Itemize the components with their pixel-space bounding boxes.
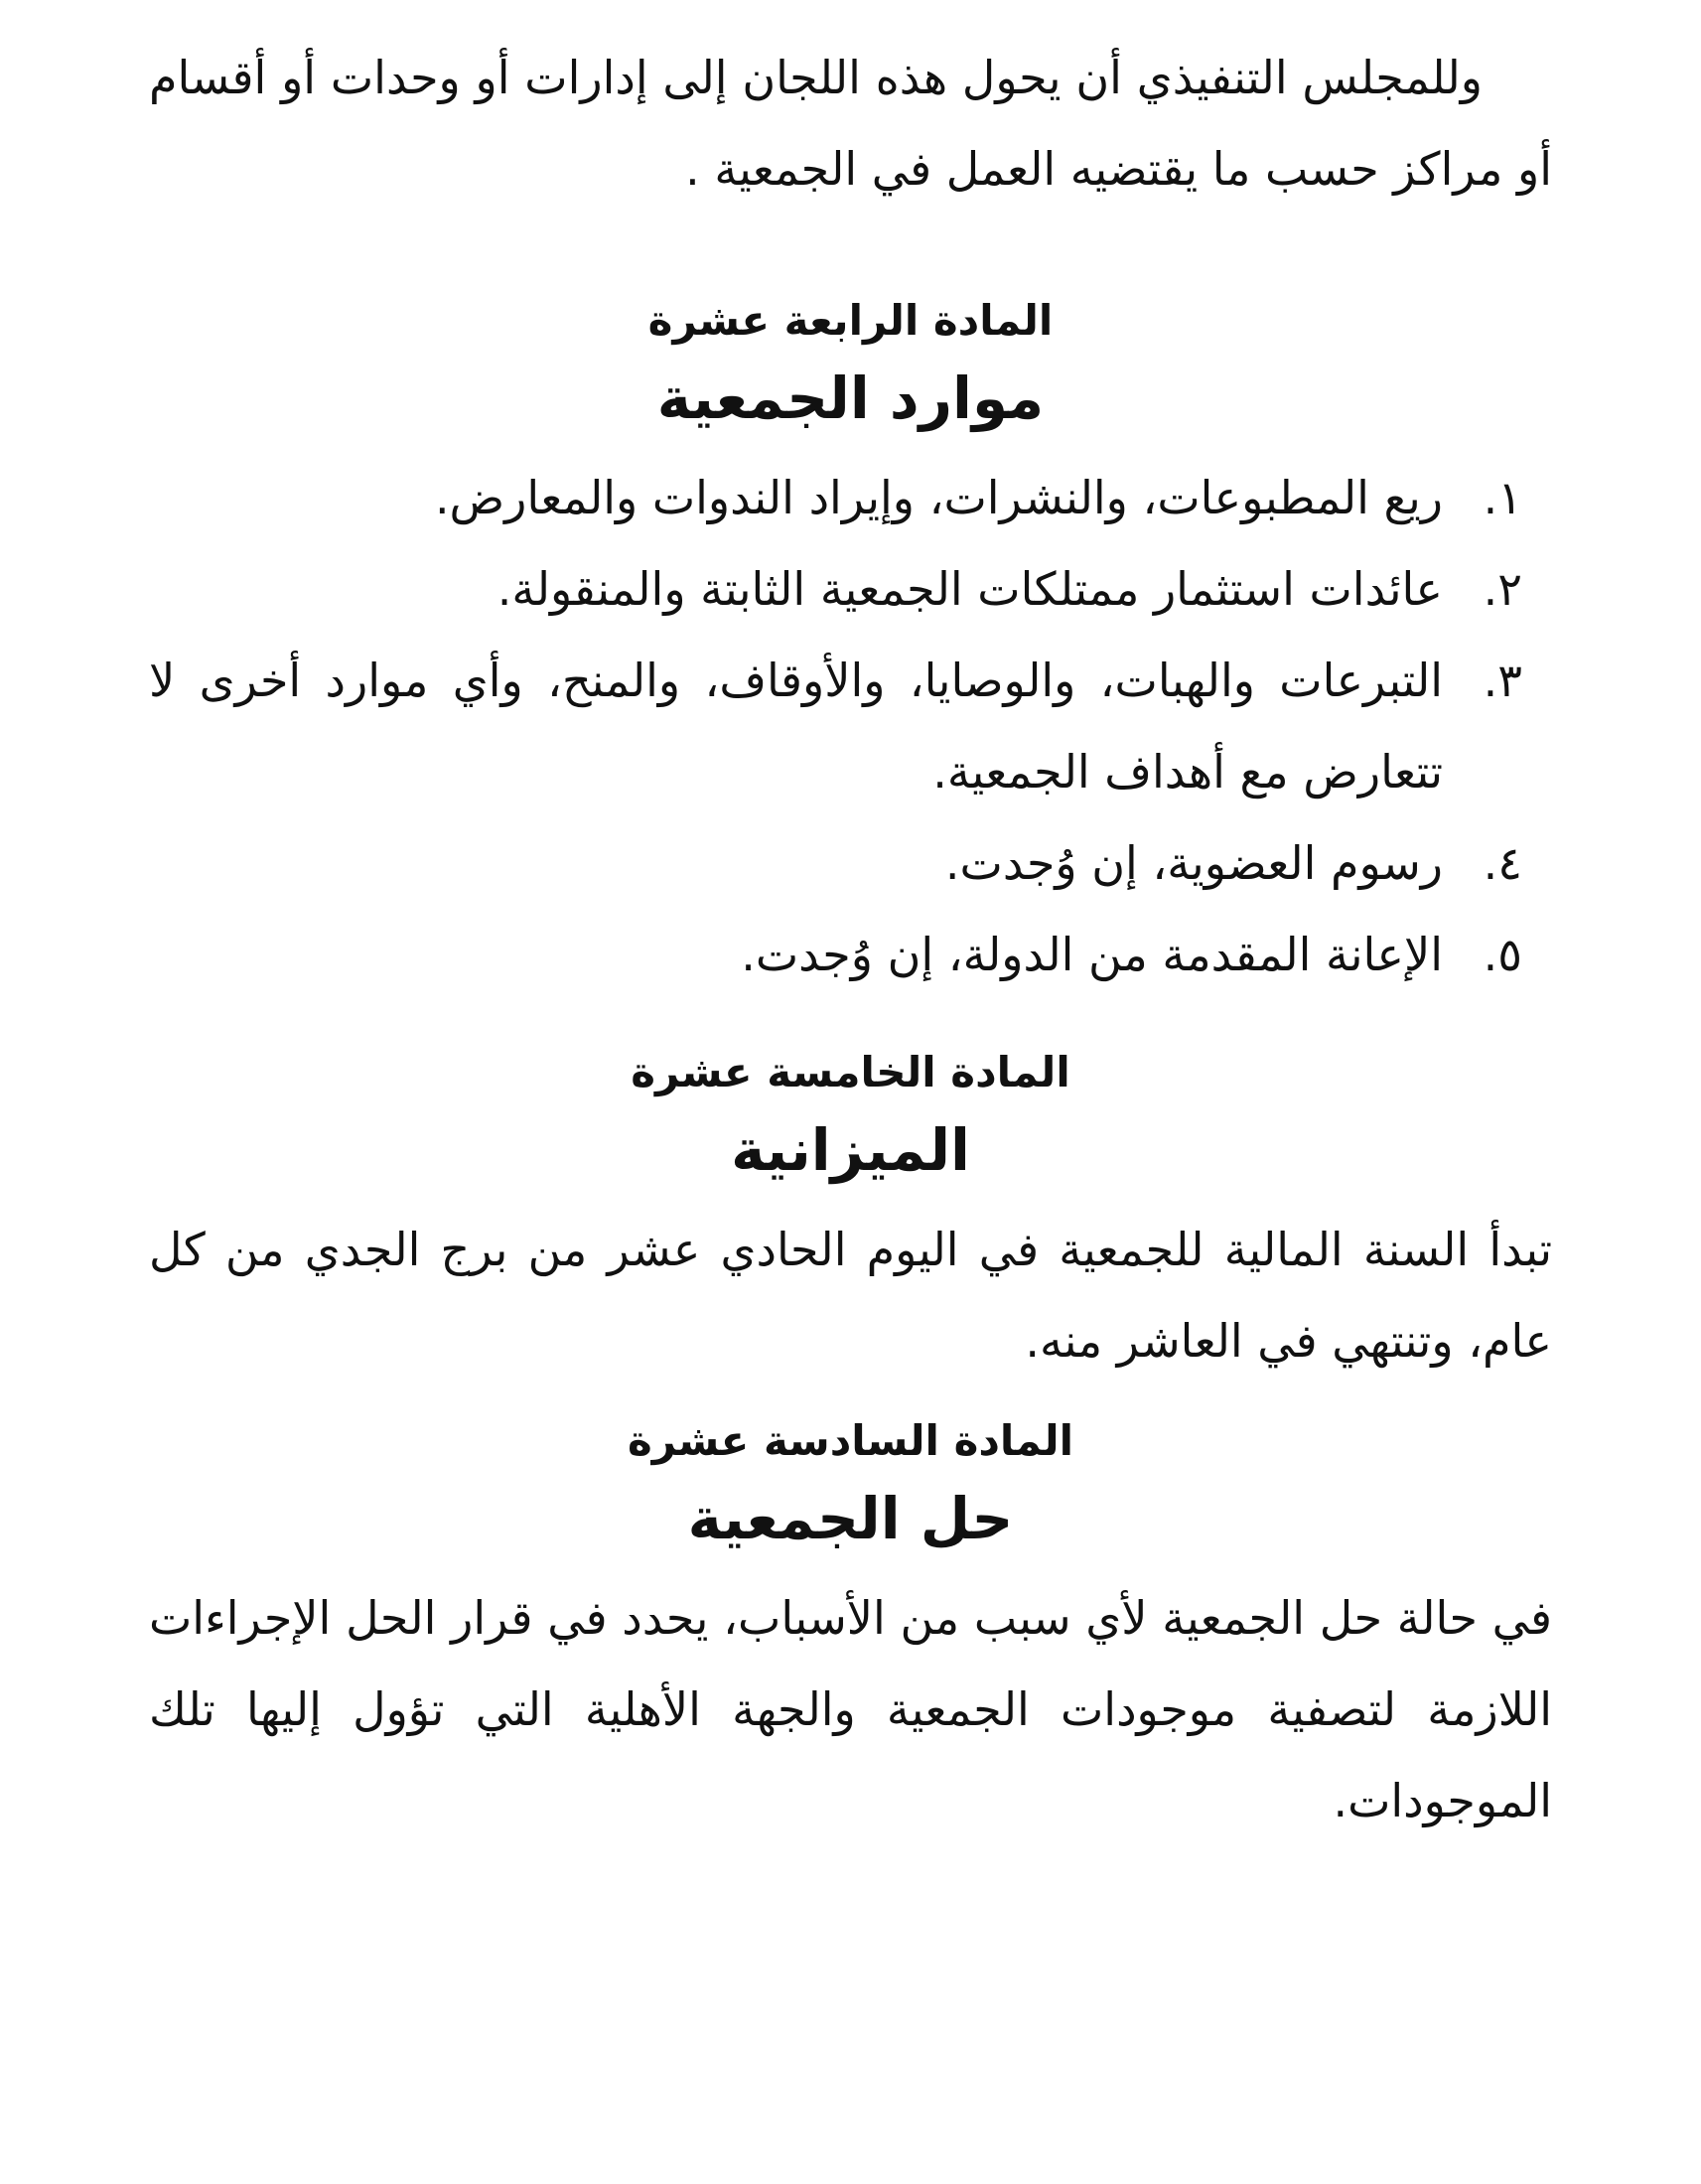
- list-item: [149, 817, 1522, 909]
- resources-list: [149, 452, 1552, 1000]
- list-item-text: رسوم العضوية، إن وُجدت.: [944, 836, 1443, 890]
- list-item-text: التبرعات والهبات، والوصايا، والأوقاف، والمنح، وأي موارد أخرى لا تتعارض مع أهداف الجمعية.: [149, 654, 1443, 799]
- article-14-label: المادة الرابعة عشرة: [647, 296, 1054, 345]
- list-item-number: ٥.: [1483, 928, 1522, 981]
- article-16-label: المادة السادسة عشرة: [627, 1416, 1074, 1465]
- intro-paragraph: وللمجلس التنفيذي أن يحول هذه اللجان إلى إدارات أو وحدات أو أقسام أو مراكز حسب ما يقتضيه العمل في الجمعية .: [149, 51, 1552, 196]
- article-16-title: حل الجمعية: [687, 1485, 1014, 1552]
- article-15-title: الميزانية: [731, 1116, 970, 1184]
- list-item-number: ٣.: [1483, 654, 1522, 707]
- list-item: [149, 635, 1522, 817]
- article-14-title: موارد الجمعية: [656, 364, 1045, 432]
- list-item: [149, 909, 1522, 1000]
- list-item-number: ١.: [1483, 471, 1522, 524]
- list-item: [149, 452, 1522, 543]
- list-item-number: ٢.: [1483, 562, 1522, 616]
- document-page: [149, 32, 1552, 1846]
- article-15-section: [149, 1048, 1552, 1386]
- list-item: [149, 543, 1522, 635]
- list-item-text: ريع المطبوعات، والنشرات، وإيراد الندوات والمعارض.: [434, 471, 1443, 524]
- list-item-text: عائدات استثمار ممتلكات الجمعية الثابتة والمنقولة.: [496, 562, 1443, 616]
- article-16-body: في حالة حل الجمعية لأي سبب من الأسباب، يحدد في قرار الحل الإجراءات اللازمة لتصفية موجودات الجمعية والجهة الأهلية التي تؤول إليها تلك الموجودات.: [149, 1591, 1552, 1827]
- article-16-section: [149, 1416, 1552, 1846]
- article-15-body: تبدأ السنة المالية للجمعية في اليوم الحادي عشر من برج الجدي من كل عام، وتنتهي في العاشر منه.: [149, 1223, 1552, 1368]
- list-item-text: الإعانة المقدمة من الدولة، إن وُجدت.: [741, 928, 1443, 981]
- list-item-number: ٤.: [1483, 836, 1522, 890]
- article-14-section: [149, 296, 1552, 1000]
- article-15-label: المادة الخامسة عشرة: [631, 1048, 1070, 1096]
